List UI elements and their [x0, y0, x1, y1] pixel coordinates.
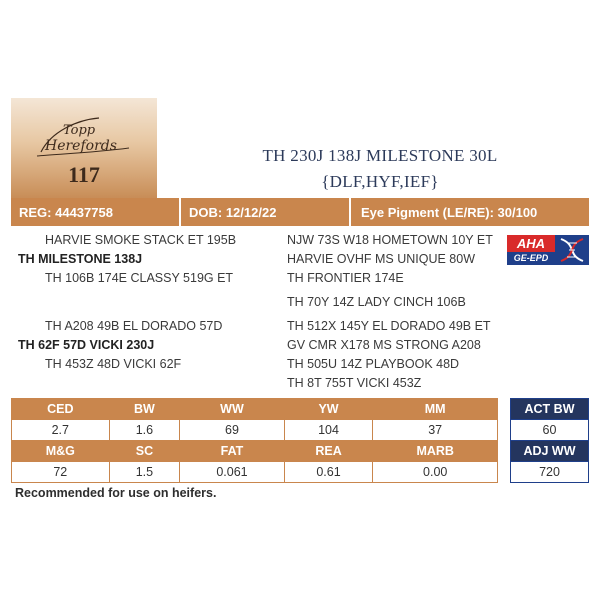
brand-logo: [21, 112, 141, 160]
aha-ge-epd-badge: [507, 235, 589, 265]
epd-value-row: [12, 420, 498, 441]
pedigree-gen4-7: TH 505U 14Z PLAYBOOK 48D: [287, 357, 460, 371]
pedigree-sire-dam: TH 62F 57D VICKI 230J: [18, 338, 155, 352]
svg-text:Topp: Topp: [63, 123, 96, 138]
adj-ww-value: 720: [511, 462, 589, 483]
lot-card: [11, 98, 589, 510]
epd-value-sc: 1.5: [109, 462, 180, 483]
pedigree-sire-sire-dam: TH 106B 174E CLASSY 519G ET: [45, 271, 234, 285]
epd-value-bw: 1.6: [109, 420, 180, 441]
epd-header-mg: M&G: [12, 441, 110, 462]
epd-header-marb: MARB: [373, 441, 498, 462]
epd-value-yw: 104: [284, 420, 373, 441]
dna-helix-icon: [557, 237, 587, 263]
epd-table: [11, 398, 498, 483]
adj-ww-label: ADJ WW: [511, 441, 589, 462]
epd-value-ww: 69: [180, 420, 284, 441]
pedigree-gen4-3: TH FRONTIER 174E: [287, 271, 404, 285]
recommendation-note: Recommended for use on heifers.: [15, 486, 217, 500]
info-bar: [11, 198, 589, 226]
pedigree-sire-sire: TH MILESTONE 138J: [18, 252, 143, 266]
epd-value-rea: 0.61: [284, 462, 373, 483]
pedigree-gen4-8: TH 8T 755T VICKI 453Z: [287, 376, 422, 390]
pedigree-gen4-6: GV CMR X178 MS STRONG A208: [287, 338, 481, 352]
date-of-birth: DOB: 12/12/22: [189, 204, 277, 220]
aha-badge-top: AHA: [507, 235, 555, 252]
pedigree-sire-dam-sire: TH A208 49B EL DORADO 57D: [45, 319, 223, 333]
act-bw-value: 60: [511, 420, 589, 441]
epd-header-ww: WW: [180, 399, 284, 420]
pedigree-gen4-1: NJW 73S W18 HOMETOWN 10Y ET: [287, 233, 493, 247]
epd-value-ced: 2.7: [12, 420, 110, 441]
epd-value-row: [12, 462, 498, 483]
pedigree-gen4-2: HARVIE OVHF MS UNIQUE 80W: [287, 252, 475, 266]
epd-header-rea: REA: [284, 441, 373, 462]
animal-name: TH 230J 138J MILESTONE 30L: [262, 146, 498, 165]
epd-value-fat: 0.061: [180, 462, 284, 483]
epd-header-mm: MM: [373, 399, 498, 420]
epd-header-row: [12, 399, 498, 420]
logo-panel: [11, 98, 157, 198]
animal-traits: {DLF,HYF,IEF}: [321, 172, 439, 191]
epd-header-fat: FAT: [180, 441, 284, 462]
epd-header-yw: YW: [284, 399, 373, 420]
pedigree-gen4-4: TH 70Y 14Z LADY CINCH 106B: [287, 295, 466, 309]
pedigree-sire-dam-dam: TH 453Z 48D VICKI 62F: [45, 357, 182, 371]
epd-value-mm: 37: [373, 420, 498, 441]
registration-number: REG: 44437758: [19, 204, 113, 220]
epd-value-mg: 72: [12, 462, 110, 483]
epd-header-ced: CED: [12, 399, 110, 420]
actual-weights-table: [510, 398, 589, 483]
epd-header-bw: BW: [109, 399, 180, 420]
epd-header-row: [12, 441, 498, 462]
eye-pigment: Eye Pigment (LE/RE): 30/100: [361, 204, 538, 220]
epd-header-sc: SC: [109, 441, 180, 462]
aha-badge-bottom: GE-EPD: [513, 253, 549, 263]
lot-number: 117: [68, 162, 100, 187]
pedigree-sire-sire-sire: HARVIE SMOKE STACK ET 195B: [45, 233, 237, 247]
svg-text:Herefords: Herefords: [45, 138, 117, 154]
epd-value-marb: 0.00: [373, 462, 498, 483]
pedigree-gen4-5: TH 512X 145Y EL DORADO 49B ET: [287, 319, 491, 333]
act-bw-label: ACT BW: [511, 399, 589, 420]
